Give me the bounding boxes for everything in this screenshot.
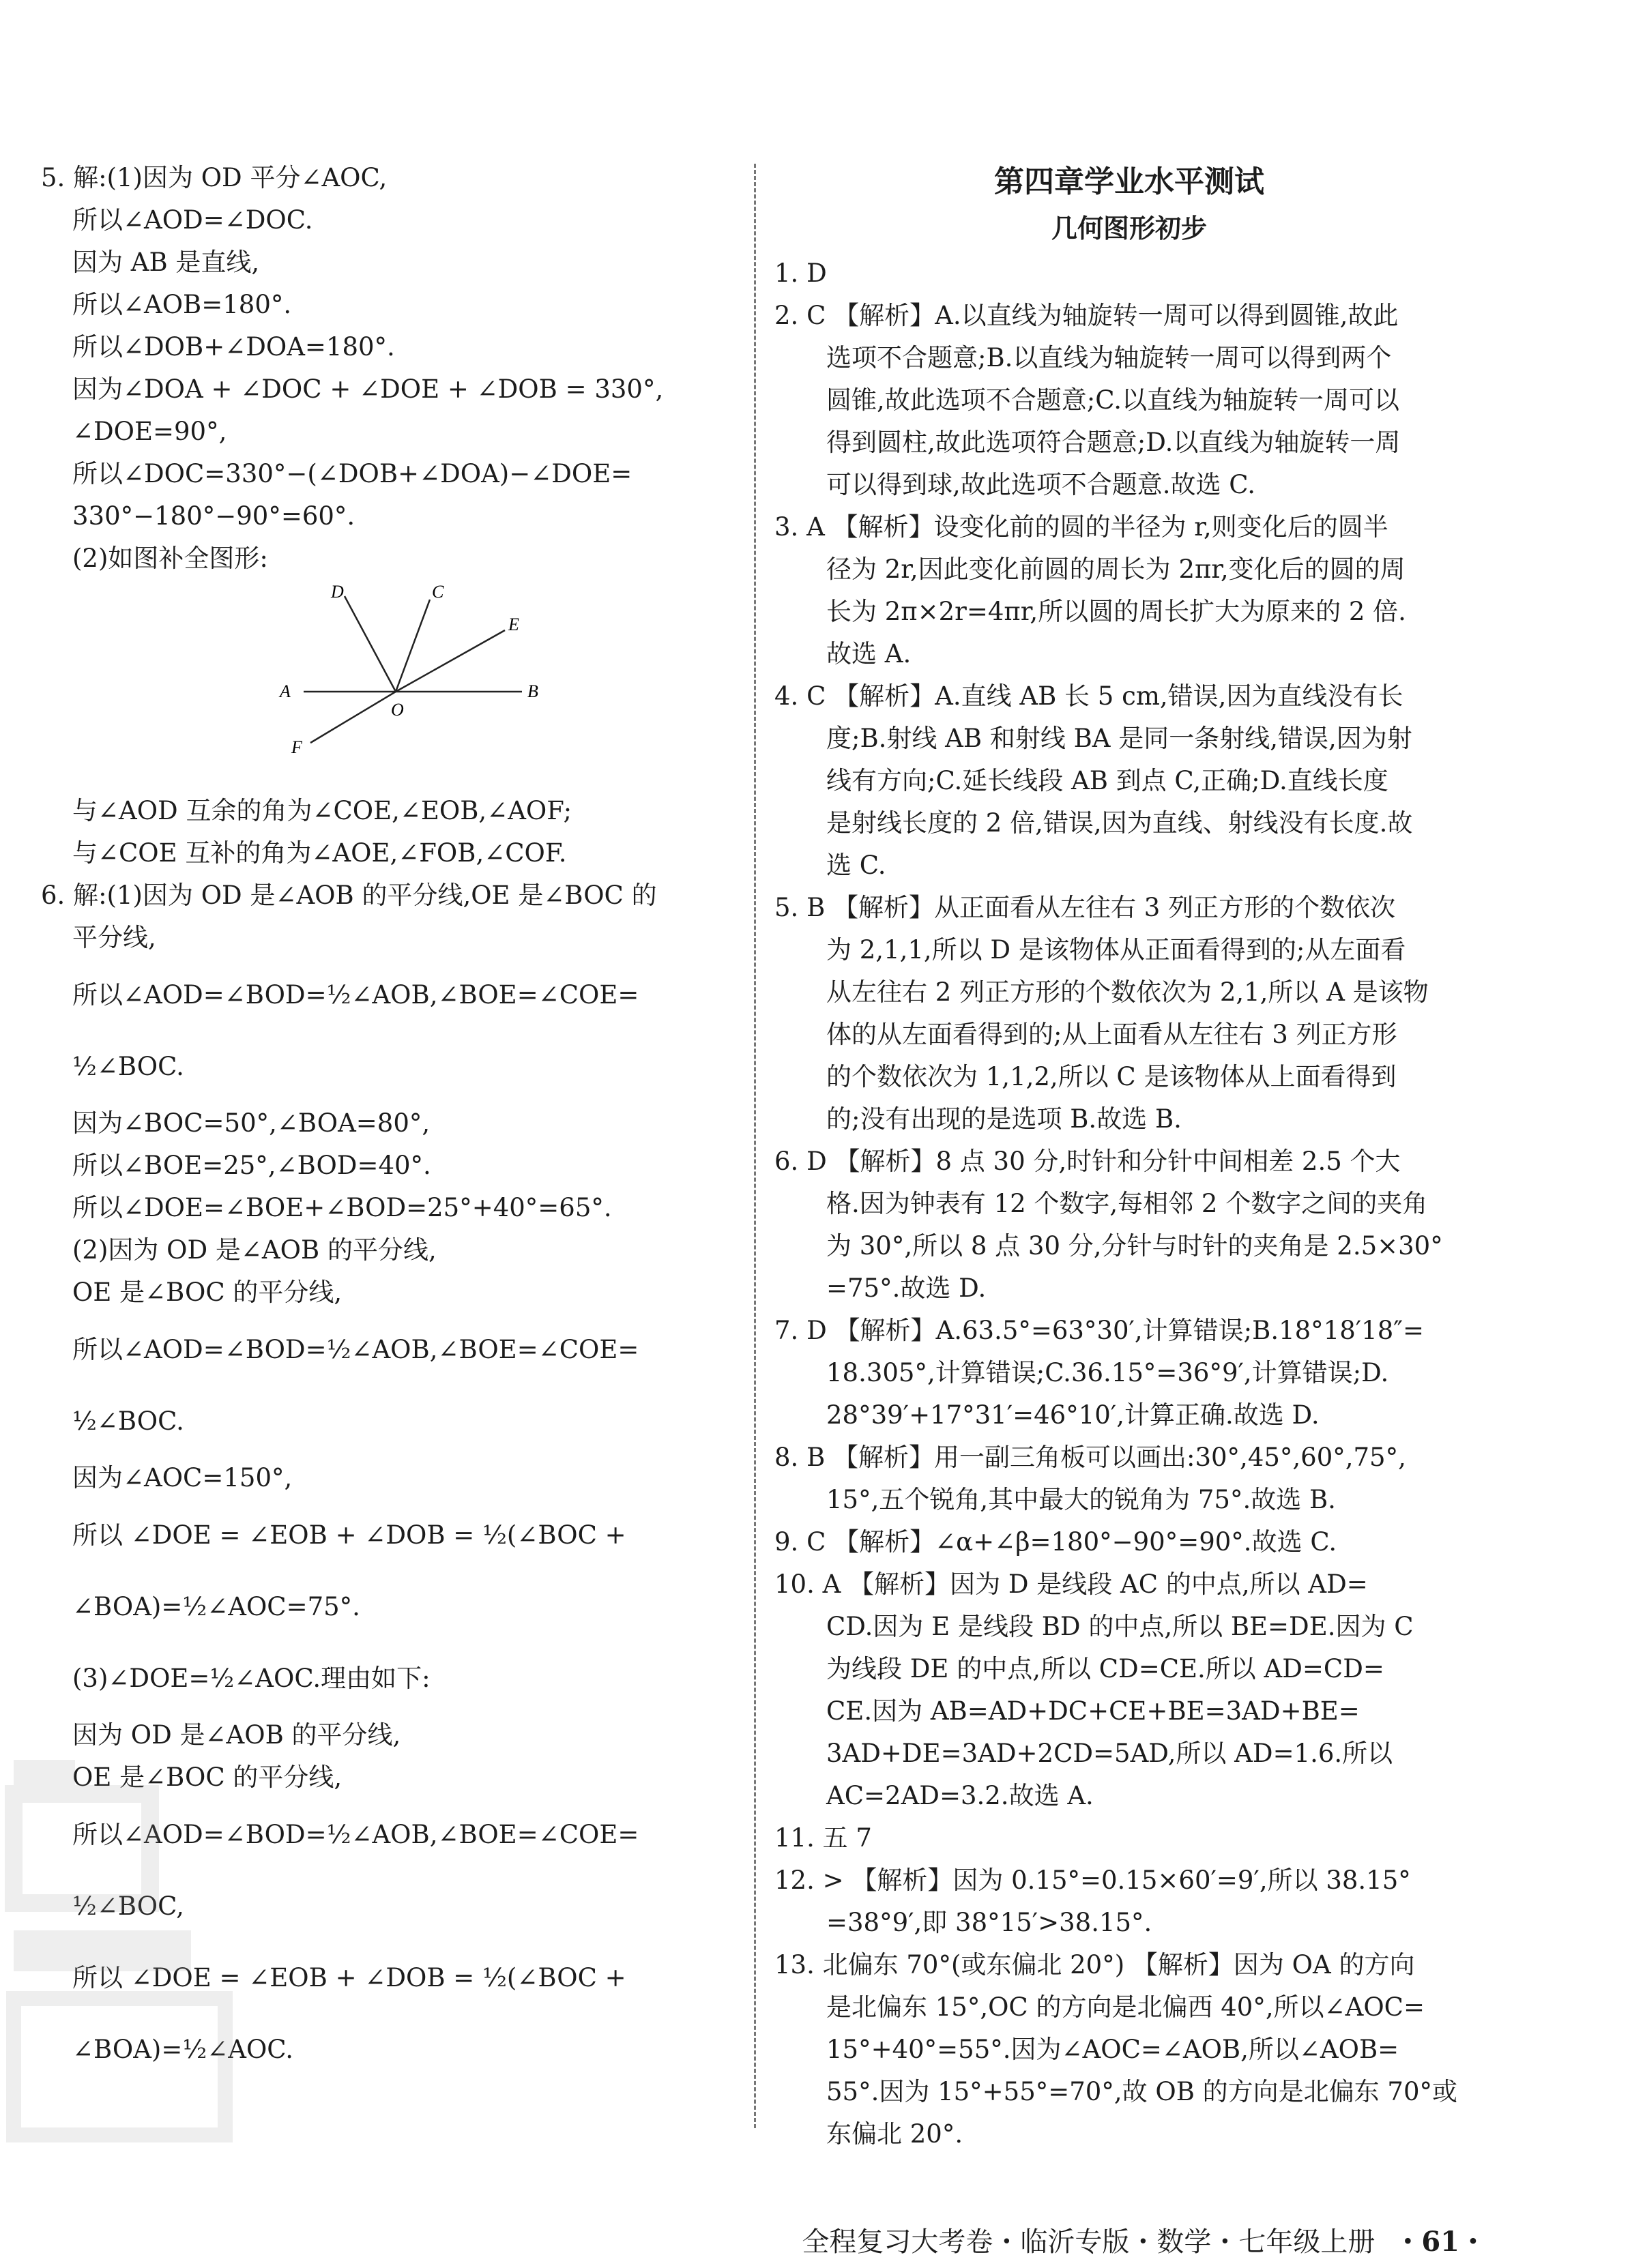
text-line: 15°+40°=55°.因为∠AOC=∠AOB,所以∠AOB= bbox=[826, 2035, 1399, 2064]
ray-oc bbox=[396, 600, 430, 692]
angle-figure bbox=[276, 583, 563, 780]
text-line: 5. B 【解析】从正面看从左往右 3 列正方形的个数依次 bbox=[774, 893, 1396, 922]
text-line: 12. > 【解析】因为 0.15°=0.15×60′=9′,所以 38.15° bbox=[774, 1866, 1411, 1895]
text-line: ½∠BOC. bbox=[72, 1052, 184, 1081]
text-line: (2)因为 OD 是∠AOB 的平分线, bbox=[72, 1235, 437, 1265]
text-line: CE.因为 AB=AD+DC+CE+BE=3AD+BE= bbox=[826, 1696, 1360, 1726]
label-d: D bbox=[331, 583, 344, 602]
text-line: 所以∠AOD=∠BOD=½∠AOB,∠BOE=∠COE= bbox=[72, 980, 639, 1010]
label-f: F bbox=[291, 737, 302, 757]
text-line: 6. 解:(1)因为 OD 是∠AOB 的平分线,OE 是∠BOC 的 bbox=[41, 881, 657, 910]
text-line: 10. A 【解析】因为 D 是线段 AC 的中点,所以 AD= bbox=[774, 1570, 1368, 1599]
text-line: 所以 ∠DOE = ∠EOB + ∠DOB = ½(∠BOC + bbox=[72, 1520, 626, 1550]
text-line: 长为 2π×2r=4πr,所以圆的周长扩大为原来的 2 倍. bbox=[826, 597, 1406, 626]
text-line: OE 是∠BOC 的平分线, bbox=[72, 1763, 343, 1792]
text-line: 东偏北 20°. bbox=[826, 2119, 963, 2149]
text-line: 的;没有出现的是选项 B.故选 B. bbox=[826, 1104, 1182, 1134]
text-line: 圆锥,故此选项不合题意;C.以直线为轴旋转一周可以 bbox=[826, 385, 1399, 415]
text-line: 因为 OD 是∠AOB 的平分线, bbox=[72, 1720, 401, 1750]
text-line: 格.因为钟表有 12 个数字,每相邻 2 个数字之间的夹角 bbox=[826, 1189, 1428, 1218]
ray-oe bbox=[396, 630, 505, 692]
text-line: (2)如图补全图形: bbox=[72, 544, 268, 573]
text-line: 7. D 【解析】A.63.5°=63°30′,计算错误;B.18°18′18″= bbox=[774, 1316, 1425, 1345]
text-line: 选 C. bbox=[826, 851, 886, 880]
right-column bbox=[774, 157, 1484, 2155]
text-line: 所以∠DOE=∠BOE+∠BOD=25°+40°=65°. bbox=[72, 1193, 612, 1222]
text-line: ½∠BOC. bbox=[72, 1407, 184, 1436]
text-line: 8. B 【解析】用一副三角板可以画出:30°,45°,60°,75°, bbox=[774, 1443, 1406, 1472]
column-divider bbox=[754, 164, 756, 2128]
text-line: 为 30°,所以 8 点 30 分,分针与时针的夹角是 2.5×30° bbox=[826, 1231, 1443, 1261]
text-line: 故选 A. bbox=[826, 639, 912, 668]
text-line: 5. 解:(1)因为 OD 平分∠AOC, bbox=[41, 163, 388, 192]
text-line: 体的从左面看得到的;从上面看从左往右 3 列正方形 bbox=[826, 1020, 1397, 1049]
text-line: 因为∠AOC=150°, bbox=[72, 1463, 293, 1492]
text-line: 所以∠DOB+∠DOA=180°. bbox=[72, 332, 395, 362]
label-b: B bbox=[527, 681, 538, 701]
text-line: 是北偏东 15°,OC 的方向是北偏西 40°,所以∠AOC= bbox=[826, 1992, 1425, 2022]
text-line: (3)∠DOE=½∠AOC.理由如下: bbox=[72, 1664, 431, 1693]
text-line: 的个数依次为 1,1,2,所以 C 是该物体从上面看得到 bbox=[826, 1062, 1397, 1091]
text-line: ∠DOE=90°, bbox=[72, 417, 227, 446]
text-line: 13. 北偏东 70°(或东偏北 20°) 【解析】因为 OA 的方向 bbox=[774, 1950, 1415, 1979]
text-line: AC=2AD=3.2.故选 A. bbox=[826, 1781, 1094, 1810]
text-line: 4. C 【解析】A.直线 AB 长 5 cm,错误,因为直线没有长 bbox=[774, 681, 1403, 711]
watermark-graphic bbox=[0, 1753, 246, 2162]
text-line: 所以∠AOD=∠BOD=½∠AOB,∠BOE=∠COE= bbox=[72, 1820, 639, 1849]
text-line: 6. D 【解析】8 点 30 分,时针和分针中间相差 2.5 个大 bbox=[774, 1147, 1401, 1176]
text-line: 得到圆柱,故此选项符合题意;D.以直线为轴旋转一周 bbox=[826, 428, 1401, 457]
text-line: 所以 ∠DOE = ∠EOB + ∠DOB = ½(∠BOC + bbox=[72, 1963, 626, 1992]
text-line: 因为∠BOC=50°,∠BOA=80°, bbox=[72, 1108, 431, 1138]
text-line: 与∠AOD 互余的角为∠COE,∠EOB,∠AOF; bbox=[72, 796, 572, 825]
section-subtitle: 几何图形初步 bbox=[1051, 213, 1207, 244]
text-line: =38°9′,即 38°15′>38.15°. bbox=[826, 1908, 1152, 1937]
section-title: 第四章学业水平测试 bbox=[994, 164, 1264, 199]
text-line: 28°39′+17°31′=46°10′,计算正确.故选 D. bbox=[826, 1400, 1320, 1430]
text-line: ½∠BOC, bbox=[72, 1891, 184, 1921]
label-e: E bbox=[508, 615, 519, 634]
text-line: 选项不合题意;B.以直线为轴旋转一周可以得到两个 bbox=[826, 343, 1392, 372]
text-line: 55°.因为 15°+55°=70°,故 OB 的方向是北偏东 70°或 bbox=[826, 2077, 1457, 2106]
text-line: 1. D bbox=[774, 259, 827, 288]
text-line: =75°.故选 D. bbox=[826, 1273, 987, 1303]
text-line: 3. A 【解析】设变化前的圆的半径为 r,则变化后的圆半 bbox=[774, 512, 1388, 542]
text-line: OE 是∠BOC 的平分线, bbox=[72, 1278, 343, 1307]
ray-od bbox=[345, 596, 396, 692]
answer-list bbox=[774, 252, 1484, 2155]
page-number: ・61・ bbox=[1394, 2226, 1487, 2258]
text-line: 线有方向;C.延长线段 AB 到点 C,正确;D.直线长度 bbox=[826, 766, 1388, 795]
text-line: CD.因为 E 是线段 BD 的中点,所以 BE=DE.因为 C bbox=[826, 1612, 1414, 1641]
text-line: 度;B.射线 AB 和射线 BA 是同一条射线,错误,因为射 bbox=[826, 724, 1412, 753]
text-line: 所以∠BOE=25°,∠BOD=40°. bbox=[72, 1151, 431, 1180]
text-line: 因为 AB 是直线, bbox=[72, 248, 260, 277]
text-line: 径为 2r,因此变化前圆的周长为 2πr,变化后的圆的周 bbox=[826, 555, 1406, 584]
text-line: 平分线, bbox=[72, 923, 156, 952]
text-line: ∠BOA)=½∠AOC. bbox=[72, 2035, 294, 2064]
text-line: 为线段 DE 的中点,所以 CD=CE.所以 AD=CD= bbox=[826, 1654, 1384, 1683]
text-line: 与∠COE 互补的角为∠AOE,∠FOB,∠COF. bbox=[72, 838, 567, 868]
text-line: 所以∠AOD=∠BOD=½∠AOB,∠BOE=∠COE= bbox=[72, 1335, 639, 1364]
text-line: 3AD+DE=3AD+2CD=5AD,所以 AD=1.6.所以 bbox=[826, 1739, 1393, 1768]
text-line: 330°−180°−90°=60°. bbox=[72, 501, 355, 531]
text-line: 11. 五 7 bbox=[774, 1823, 872, 1853]
text-line: ∠BOA)=½∠AOC=75°. bbox=[72, 1592, 360, 1621]
text-line: 所以∠DOC=330°−(∠DOB+∠DOA)−∠DOE= bbox=[72, 459, 632, 488]
text-line: 15°,五个锐角,其中最大的锐角为 75°.故选 B. bbox=[826, 1485, 1336, 1514]
ray-of bbox=[310, 692, 396, 743]
text-line: 18.305°,计算错误;C.36.15°=36°9′,计算错误;D. bbox=[826, 1358, 1389, 1387]
label-c: C bbox=[432, 583, 444, 602]
text-line: 从左往右 2 列正方形的个数依次为 2,1,所以 A 是该物 bbox=[826, 977, 1429, 1007]
label-a: A bbox=[280, 681, 291, 701]
text-line: 所以∠AOD=∠DOC. bbox=[72, 205, 313, 235]
label-o: O bbox=[391, 700, 404, 720]
text-line: 是射线长度的 2 倍,错误,因为直线、射线没有长度.故 bbox=[826, 808, 1413, 838]
text-line: 所以∠AOB=180°. bbox=[72, 290, 292, 319]
text-line: 为 2,1,1,所以 D 是该物体从正面看得到的;从左面看 bbox=[826, 935, 1406, 964]
text-line: 可以得到球,故此选项不合题意.故选 C. bbox=[826, 470, 1256, 499]
text-line: 9. C 【解析】∠α+∠β=180°−90°=90°.故选 C. bbox=[774, 1527, 1337, 1557]
text-line: 2. C 【解析】A.以直线为轴旋转一周可以得到圆锥,故此 bbox=[774, 301, 1399, 330]
text-line: 因为∠DOA + ∠DOC + ∠DOE + ∠DOB = 330°, bbox=[72, 374, 664, 404]
page-footer bbox=[802, 2220, 1487, 2259]
footer-text: 全程复习大考卷・临沂专版・数学・七年级上册 bbox=[802, 2226, 1376, 2258]
